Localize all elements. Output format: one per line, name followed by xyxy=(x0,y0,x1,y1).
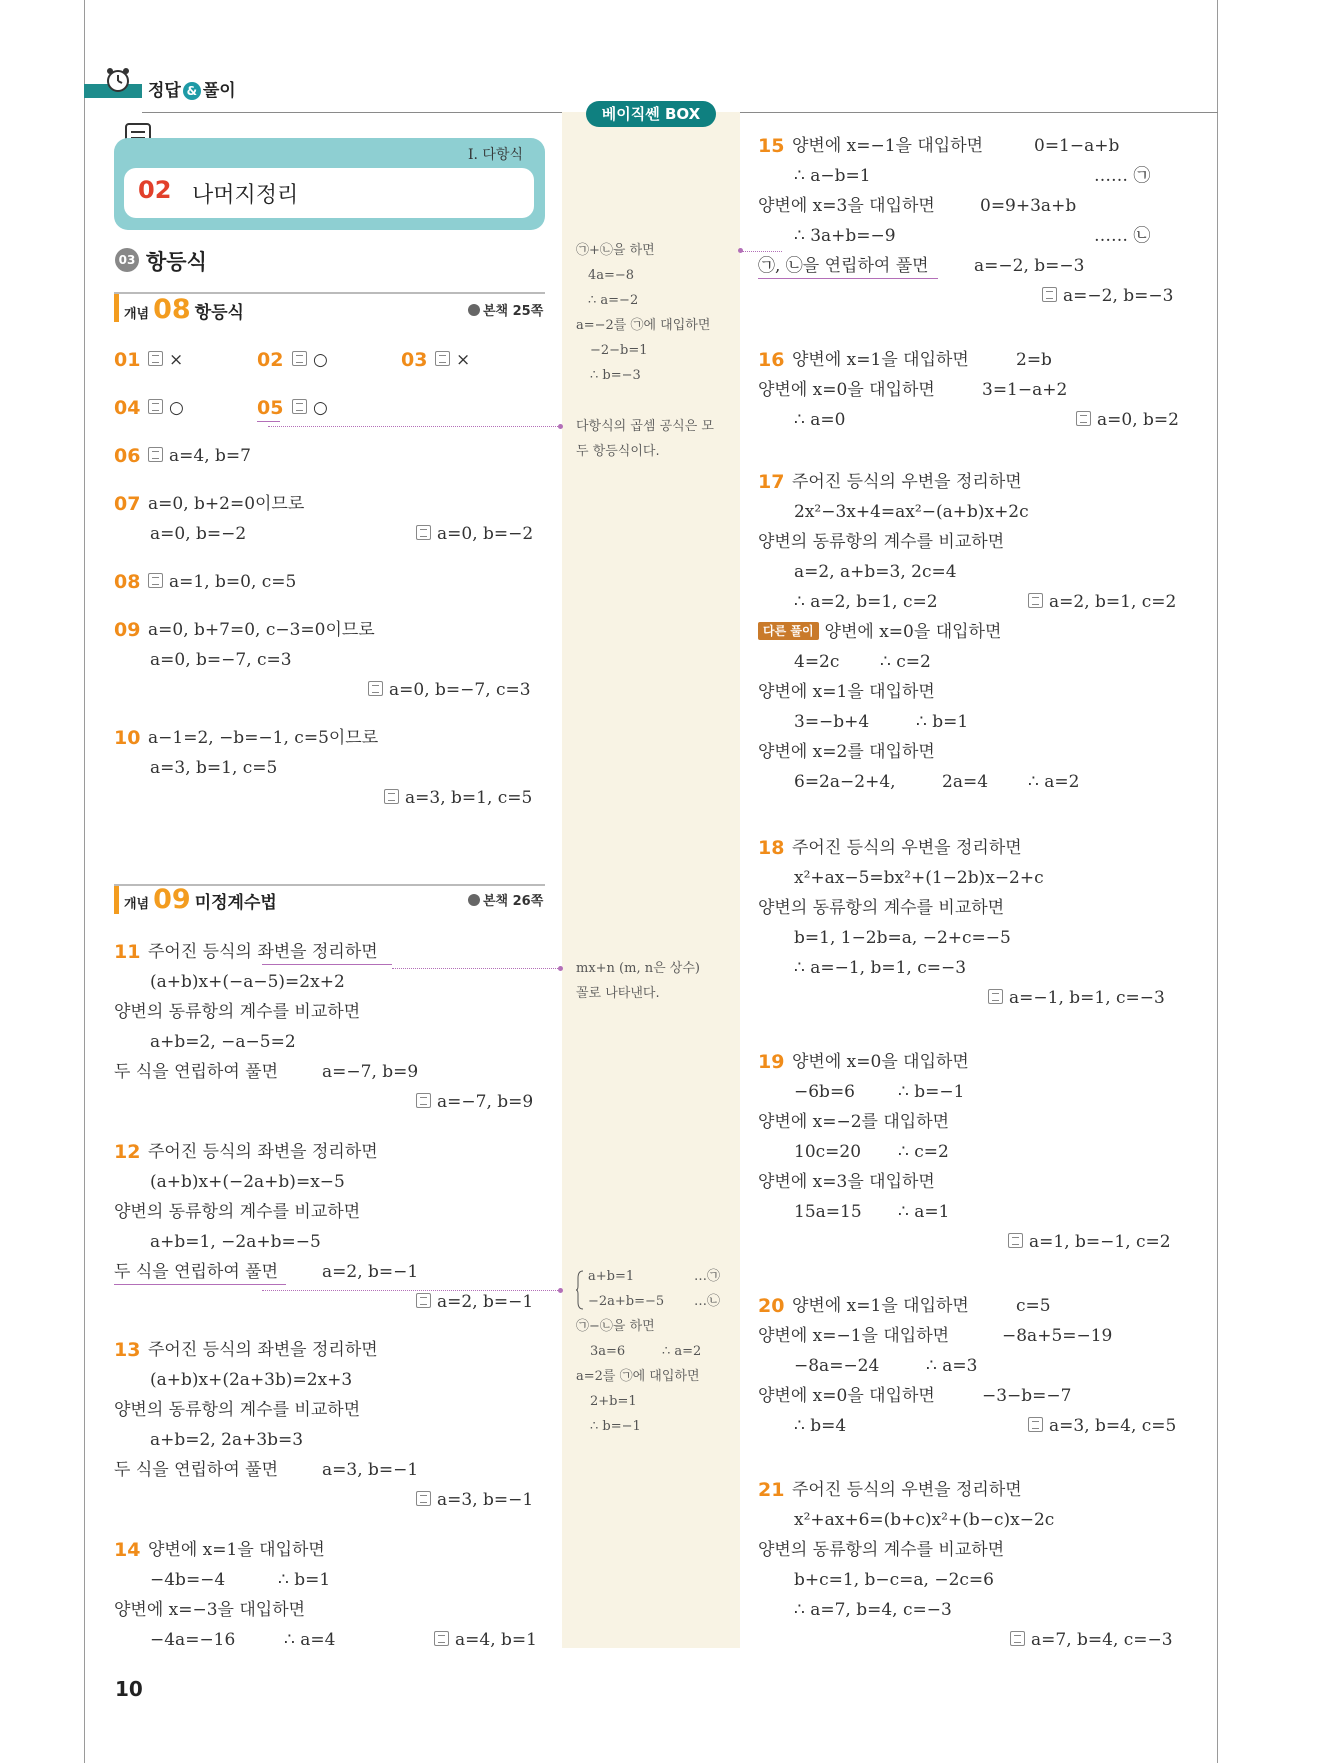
solution-line: 3=1−a+2 xyxy=(982,380,1068,400)
answer xyxy=(416,1290,533,1314)
note-line: …㉠ xyxy=(694,1269,721,1284)
answer xyxy=(416,1488,533,1512)
answer-icon xyxy=(1028,1417,1043,1432)
solution-line: 양변에 x=3을 대입하면 xyxy=(758,196,935,216)
solution-line: …… ㉠ xyxy=(1094,166,1151,186)
answer xyxy=(1028,1414,1176,1438)
solution-line: 10c=20 xyxy=(794,1142,862,1162)
solution-line: ∴ a−b=1 xyxy=(794,166,871,186)
problem-number: 07 xyxy=(114,493,141,515)
problem-number: 09 xyxy=(114,619,141,641)
note-link-dot xyxy=(558,424,563,429)
answer-text: a=3, b=−1 xyxy=(437,1490,534,1510)
note-line: mx+n (m, n은 상수) xyxy=(576,961,700,976)
answer-icon xyxy=(416,525,431,540)
answer-text: a=0, b=2 xyxy=(1097,410,1179,430)
solution-line: −3−b=−7 xyxy=(982,1386,1072,1406)
problem-number: 08 xyxy=(114,571,141,593)
answer-text: a=2, b=1, c=2 xyxy=(1049,592,1177,612)
solution-line: 양변의 동류항의 계수를 비교하면 xyxy=(758,898,1005,918)
answer-text: a=1, b=−1, c=2 xyxy=(1029,1232,1171,1252)
alarm-clock-icon xyxy=(104,66,132,94)
solution-line: 0=9+3a+b xyxy=(980,196,1077,216)
solution-line: ∴ a=3 xyxy=(926,1356,978,1376)
note-line: ∴ b=−3 xyxy=(590,368,641,383)
note-link-underline xyxy=(114,1284,286,1285)
header-title xyxy=(148,76,236,101)
solution-line: ∴ a=2, b=1, c=2 xyxy=(794,592,938,612)
note-3 xyxy=(576,956,700,1006)
answer xyxy=(148,570,296,594)
solution-line: 두 식을 연립하여 풀면 xyxy=(114,1262,279,1282)
solution-line: 양변에 x=0을 대입하면 xyxy=(792,1052,969,1072)
solution-line: 4=2c xyxy=(794,652,840,672)
chapter-label: Ⅰ. 다항식 xyxy=(468,147,524,163)
answer-text: × xyxy=(169,350,184,370)
concept-number: 08 xyxy=(153,294,191,325)
solution-line: 양변에 x=−1을 대입하면 xyxy=(758,1326,950,1346)
problem-number: 02 xyxy=(257,349,284,371)
answer-text: a=−7, b=9 xyxy=(437,1092,534,1112)
problem-number: 19 xyxy=(758,1051,785,1073)
solution-line: x²+ax+6=(b+c)x²+(b−c)x−2c xyxy=(794,1510,1055,1530)
note-line: 두 항등식이다. xyxy=(576,444,660,459)
section-box-inner xyxy=(124,168,534,218)
answer-icon xyxy=(148,573,163,588)
solution-line: a=3, b=−1 xyxy=(322,1460,419,1480)
answer xyxy=(368,678,531,702)
solution-line: b=1, 1−2b=a, −2+c=−5 xyxy=(794,928,1011,948)
answer xyxy=(292,348,328,372)
note-row xyxy=(576,1339,732,1364)
solution-line: 양변에 x=−1을 대입하면 xyxy=(792,136,984,156)
note-4 xyxy=(576,1264,732,1439)
solution-line: 두 식을 연립하여 풀면 xyxy=(114,1062,279,1082)
solution-line: ∴ a=7, b=4, c=−3 xyxy=(794,1600,952,1620)
solution-line: ∴ b=1 xyxy=(278,1570,331,1590)
solution-line: 양변의 동류항의 계수를 비교하면 xyxy=(758,532,1005,552)
answer xyxy=(1076,408,1179,432)
note-line: −2a+b=−5 xyxy=(588,1294,665,1309)
note-line: 4a=−8 xyxy=(588,268,635,283)
problem-number: 20 xyxy=(758,1295,785,1317)
answer xyxy=(416,1090,533,1114)
concept-ref-text: 본책 26쪽 xyxy=(483,894,544,909)
note-system xyxy=(576,1264,732,1314)
solution-line: −4b=−4 xyxy=(150,1570,226,1590)
concept-08-heading xyxy=(124,294,244,325)
header-title-amp: & xyxy=(183,82,201,100)
solution-line: a−1=2, −b=−1, c=5이므로 xyxy=(148,728,379,748)
header-title-b: 풀이 xyxy=(202,81,236,101)
solution-line: c=5 xyxy=(1016,1296,1051,1316)
solution-line: 양변에 x=1을 대입하면 xyxy=(792,350,969,370)
solution-text: 양변에 x=0을 대입하면 xyxy=(824,622,1002,642)
answer-icon xyxy=(148,399,163,414)
answer-text: a=7, b=4, c=−3 xyxy=(1031,1630,1173,1650)
solution-line: −6b=6 xyxy=(794,1082,856,1102)
solution-line: 2x²−3x+4=ax²−(a+b)x+2c xyxy=(794,502,1029,522)
solution-line: a=0, b+2=0이므로 xyxy=(148,494,305,514)
solution-line: (a+b)x+(2a+3b)=2x+3 xyxy=(150,1370,353,1390)
solution-line: 6=2a−2+4, xyxy=(794,772,896,792)
solution-line: 양변에 x=−3을 대입하면 xyxy=(114,1600,306,1620)
concept-08-ref xyxy=(468,300,543,319)
solution-line: 양변에 x=0을 대입하면 xyxy=(758,1386,935,1406)
note-line: ∴ a=2 xyxy=(662,1344,702,1359)
solution-line: ∴ a=1 xyxy=(898,1202,950,1222)
solution-line: ∴ a=0 xyxy=(794,410,846,430)
solution-line: ∴ b=−1 xyxy=(898,1082,965,1102)
concept-name: 미정계수법 xyxy=(194,893,277,913)
concept-09-ref xyxy=(468,890,543,909)
answer-icon xyxy=(1076,411,1091,426)
solution-line: 2a=4 xyxy=(942,772,989,792)
solution-line: ∴ a=4 xyxy=(284,1630,336,1650)
answer-text: a=−2, b=−3 xyxy=(1063,286,1174,306)
answer-icon xyxy=(1042,287,1057,302)
solution-line: 양변의 동류항의 계수를 비교하면 xyxy=(114,1002,361,1022)
alt-solution-badge: 다른 풀이 xyxy=(758,622,819,640)
concept-08-bar xyxy=(114,294,119,322)
solution-line: 양변의 동류항의 계수를 비교하면 xyxy=(758,1540,1005,1560)
concept-name: 항등식 xyxy=(194,303,244,323)
solution-line: a=3, b=1, c=5 xyxy=(150,758,278,778)
solution-line: 주어진 등식의 좌변을 정리하면 xyxy=(148,942,378,962)
answer-icon xyxy=(148,447,163,462)
problem-number: 16 xyxy=(758,349,785,371)
solution-line: 3=−b+4 xyxy=(794,712,870,732)
solution-line: ∴ b=4 xyxy=(794,1416,847,1436)
solution-line: ∴ b=1 xyxy=(916,712,969,732)
solution-line: 양변에 x=1을 대입하면 xyxy=(148,1540,325,1560)
note-link-dot xyxy=(558,966,563,971)
basic-box-tag: 베이직쎈 BOX xyxy=(586,101,716,127)
page-number: 10 xyxy=(115,1677,143,1701)
note-link-underline xyxy=(758,278,938,279)
subsection-title: 항등식 xyxy=(146,250,207,274)
problem-number: 06 xyxy=(114,445,141,467)
note-link-dot xyxy=(558,1288,563,1293)
solution-line: −8a=−24 xyxy=(794,1356,880,1376)
problem-number: 14 xyxy=(114,1539,141,1561)
note-line: 꼴로 나타낸다. xyxy=(576,986,660,1001)
answer-text: a=2, b=−1 xyxy=(437,1292,534,1312)
concept-09-bar xyxy=(114,886,119,914)
solution-line: a+b=2, 2a+3b=3 xyxy=(150,1430,304,1450)
note-line: 3a=6 xyxy=(590,1344,626,1359)
note-link-line xyxy=(392,968,562,969)
note-line: ∴ a=−2 xyxy=(588,293,639,308)
answer xyxy=(148,444,251,468)
solution-line xyxy=(758,620,1001,644)
book-ref-icon xyxy=(468,304,480,316)
answer-text: a=−1, b=1, c=−3 xyxy=(1009,988,1165,1008)
answer-icon xyxy=(416,1491,431,1506)
book-ref-icon xyxy=(468,894,480,906)
note-line: 다항식의 곱셈 공식은 모 xyxy=(576,419,714,434)
solution-line: a=2, a+b=3, 2c=4 xyxy=(794,562,957,582)
concept-label: 개념 xyxy=(124,897,150,912)
answer-text: a=0, b=−2 xyxy=(437,524,534,544)
answer-text: a=0, b=−7, c=3 xyxy=(389,680,531,700)
solution-line: 양변에 x=0을 대입하면 xyxy=(758,380,935,400)
concept-ref-text: 본책 25쪽 xyxy=(483,304,544,319)
problem-number: 12 xyxy=(114,1141,141,1163)
concept-09-heading xyxy=(124,884,277,915)
answer-icon xyxy=(384,789,399,804)
solution-line: 0=1−a+b xyxy=(1034,136,1120,156)
solution-line: 양변에 x=1을 대입하면 xyxy=(758,682,935,702)
problem-number: 21 xyxy=(758,1479,785,1501)
solution-line: ㉠, ㉡을 연립하여 풀면 xyxy=(758,256,929,276)
problem-number: 01 xyxy=(114,349,141,371)
solution-line: 양변에 x=3을 대입하면 xyxy=(758,1172,935,1192)
solution-line: 15a=15 xyxy=(794,1202,862,1222)
solution-line: b+c=1, b−c=a, −2c=6 xyxy=(794,1570,994,1590)
problem-number: 13 xyxy=(114,1339,141,1361)
note-line: ∴ b=−1 xyxy=(590,1419,641,1434)
answer-text: a=4, b=1 xyxy=(455,1630,537,1650)
note-1 xyxy=(576,238,710,388)
solution-line: 양변의 동류항의 계수를 비교하면 xyxy=(114,1400,361,1420)
note-link-underline xyxy=(257,421,280,422)
answer xyxy=(988,986,1165,1010)
answer-icon xyxy=(148,351,163,366)
answer-icon xyxy=(1028,593,1043,608)
problem-number: 18 xyxy=(758,837,785,859)
answer-icon xyxy=(434,1631,449,1646)
solution-line: ∴ a=−1, b=1, c=−3 xyxy=(794,958,967,978)
left-page-border xyxy=(84,0,85,1763)
solution-line: a+b=1, −2a+b=−5 xyxy=(150,1232,321,1252)
section-number: 02 xyxy=(138,176,172,204)
note-line: −2−b=1 xyxy=(590,343,648,358)
solution-line: 2=b xyxy=(1016,350,1052,370)
answer-icon xyxy=(988,989,1003,1004)
solution-line: 주어진 등식의 우변을 정리하면 xyxy=(792,472,1022,492)
subsection-badge: 03 xyxy=(115,248,139,272)
problem-number: 05 xyxy=(257,397,284,419)
answer xyxy=(148,396,184,420)
answer xyxy=(1028,590,1176,614)
solution-line: 양변에 x=−2를 대입하면 xyxy=(758,1112,950,1132)
solution-line: 양변에 x=2를 대입하면 xyxy=(758,742,935,762)
solution-line: a=−7, b=9 xyxy=(322,1062,419,1082)
note-line: ㉠−㉡을 하면 xyxy=(576,1319,655,1334)
header-title-a: 정답 xyxy=(148,81,181,101)
answer xyxy=(292,396,328,420)
answer xyxy=(1010,1628,1173,1652)
solution-line: 양변에 x=1을 대입하면 xyxy=(792,1296,969,1316)
answer-text: ○ xyxy=(313,350,328,370)
problem-number: 11 xyxy=(114,941,141,963)
answer-icon xyxy=(416,1093,431,1108)
note-line: ㉠+㉡을 하면 xyxy=(576,243,655,258)
answer xyxy=(434,1628,537,1652)
solution-line: a=2, b=−1 xyxy=(322,1262,419,1282)
solution-line: 두 식을 연립하여 풀면 xyxy=(114,1460,279,1480)
answer xyxy=(1008,1230,1171,1254)
problem-number: 17 xyxy=(758,471,785,493)
solution-line: 주어진 등식의 좌변을 정리하면 xyxy=(148,1340,378,1360)
solution-line: 주어진 등식의 우변을 정리하면 xyxy=(792,838,1022,858)
brace-icon xyxy=(576,1270,584,1310)
problem-number: 04 xyxy=(114,397,141,419)
solution-line: 주어진 등식의 좌변을 정리하면 xyxy=(148,1142,378,1162)
answer-text: a=3, b=1, c=5 xyxy=(405,788,533,808)
answer-text: a=3, b=4, c=5 xyxy=(1049,1416,1177,1436)
section-name: 나머지정리 xyxy=(192,183,299,208)
answer-icon xyxy=(292,399,307,414)
answer-text: ○ xyxy=(169,398,184,418)
problem-number: 10 xyxy=(114,727,141,749)
problem-number: 15 xyxy=(758,135,785,157)
solution-line: …… ㉡ xyxy=(1094,226,1151,246)
answer-icon xyxy=(1010,1631,1025,1646)
note-line: a=−2를 ㉠에 대입하면 xyxy=(576,318,711,333)
solution-line: x²+ax−5=bx²+(1−2b)x−2+c xyxy=(794,868,1044,888)
problem-number: 03 xyxy=(401,349,428,371)
answer-icon xyxy=(435,351,450,366)
solution-line: a=−2, b=−3 xyxy=(974,256,1085,276)
answer-icon xyxy=(1008,1233,1023,1248)
answer-icon xyxy=(416,1293,431,1308)
solution-line: a=0, b+7=0, c−3=0이므로 xyxy=(148,620,375,640)
note-line: a+b=1 xyxy=(588,1269,635,1284)
note-2 xyxy=(576,414,714,464)
solution-line: −8a+5=−19 xyxy=(1002,1326,1113,1346)
note-line: 2+b=1 xyxy=(590,1394,637,1409)
answer-text: × xyxy=(456,350,471,370)
answer xyxy=(416,522,533,546)
solution-line: a+b=2, −a−5=2 xyxy=(150,1032,296,1052)
solution-line: ∴ a=2 xyxy=(1028,772,1080,792)
solution-line: a=0, b=−2 xyxy=(150,524,247,544)
solution-line: −4a=−16 xyxy=(150,1630,236,1650)
note-line: …㉡ xyxy=(694,1294,721,1309)
answer-text: a=4, b=7 xyxy=(169,446,251,466)
right-page-border xyxy=(1217,0,1218,1763)
solution-line: 양변의 동류항의 계수를 비교하면 xyxy=(114,1202,361,1222)
solution-line: a=0, b=−7, c=3 xyxy=(150,650,292,670)
solution-line: ∴ c=2 xyxy=(898,1142,949,1162)
answer xyxy=(148,348,183,372)
solution-line: ∴ c=2 xyxy=(880,652,931,672)
note-line: a=2를 ㉠에 대입하면 xyxy=(576,1369,700,1384)
answer-icon xyxy=(368,681,383,696)
solution-line: 주어진 등식의 우변을 정리하면 xyxy=(792,1480,1022,1500)
answer-icon xyxy=(292,351,307,366)
note-link-line xyxy=(742,251,782,252)
answer-text: a=1, b=0, c=5 xyxy=(169,572,297,592)
solution-line: ∴ 3a+b=−9 xyxy=(794,226,896,246)
answer xyxy=(435,348,470,372)
concept-label: 개념 xyxy=(124,307,150,322)
answer-text: ○ xyxy=(313,398,328,418)
concept-number: 09 xyxy=(153,884,191,915)
solution-line: (a+b)x+(−2a+b)=x−5 xyxy=(150,1172,345,1192)
solution-line: (a+b)x+(−a−5)=2x+2 xyxy=(150,972,345,992)
answer xyxy=(384,786,532,810)
note-link-line xyxy=(268,426,562,427)
answer xyxy=(1042,284,1173,308)
note-link-underline xyxy=(262,964,392,965)
